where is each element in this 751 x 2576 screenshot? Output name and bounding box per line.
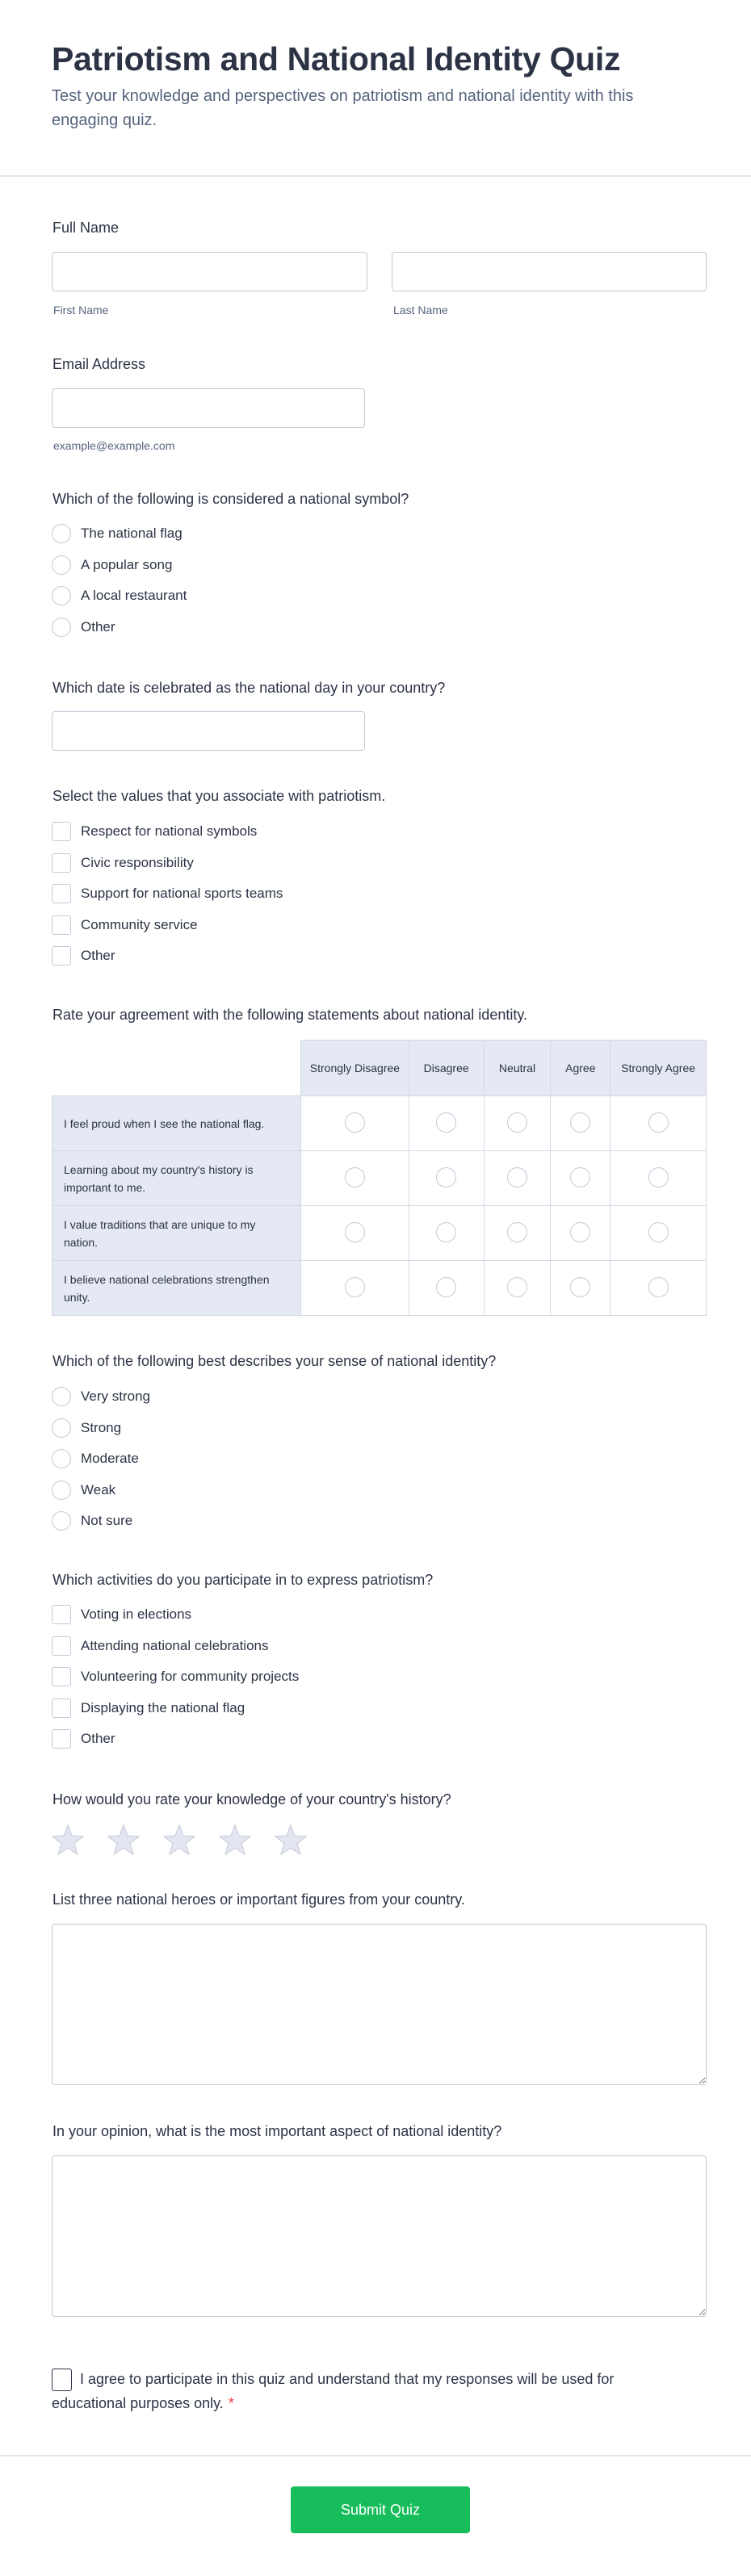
matrix-row xyxy=(52,1096,707,1151)
matrix-statement: I believe national celebrations strengthen unity. xyxy=(52,1261,301,1316)
q-symbol-label: Which of the following is considered a national symbol? xyxy=(52,491,409,507)
option-label: Attending national celebrations xyxy=(81,1637,269,1653)
matrix-radio[interactable] xyxy=(648,1277,669,1297)
checkbox-option[interactable] xyxy=(52,1605,191,1624)
national-day-input[interactable] xyxy=(52,711,365,751)
q-heroes-label: List three national heroes or important figures from your country. xyxy=(52,1891,465,1908)
matrix-cell xyxy=(551,1206,610,1261)
matrix-radio[interactable] xyxy=(507,1222,527,1242)
matrix-row xyxy=(52,1261,707,1316)
option-label: A local restaurant xyxy=(81,588,187,604)
option-label: Respect for national symbols xyxy=(81,823,258,839)
matrix-radio[interactable] xyxy=(345,1277,365,1297)
matrix-corner xyxy=(52,1041,301,1096)
matrix-cell xyxy=(551,1151,610,1206)
q-rating-label: How would you rate your knowledge of your country's history? xyxy=(52,1791,451,1807)
radio-button[interactable] xyxy=(52,1511,71,1531)
matrix-cell xyxy=(409,1096,484,1151)
star-icon[interactable] xyxy=(219,1823,251,1859)
radio-option[interactable] xyxy=(52,555,172,575)
first-name-input[interactable] xyxy=(52,252,367,291)
consent-checkbox[interactable] xyxy=(52,2369,72,2391)
matrix-cell xyxy=(301,1151,409,1206)
matrix-cell xyxy=(484,1096,551,1151)
matrix-column-header: Agree xyxy=(551,1041,610,1096)
matrix-radio[interactable] xyxy=(648,1222,669,1242)
matrix-cell xyxy=(610,1151,707,1206)
checkbox[interactable] xyxy=(52,1667,71,1686)
checkbox-option[interactable] xyxy=(52,1636,269,1656)
matrix-statement: I value traditions that are unique to my nation. xyxy=(52,1206,301,1261)
agreement-matrix xyxy=(52,1040,707,1316)
matrix-radio[interactable] xyxy=(436,1222,456,1242)
matrix-column-header: Disagree xyxy=(409,1041,484,1096)
matrix-radio[interactable] xyxy=(507,1277,527,1297)
matrix-radio[interactable] xyxy=(570,1222,590,1242)
matrix-radio[interactable] xyxy=(570,1277,590,1297)
radio-option[interactable] xyxy=(52,524,183,543)
option-label: Strong xyxy=(81,1419,122,1435)
star-icon[interactable] xyxy=(107,1823,140,1859)
matrix-cell xyxy=(610,1261,707,1316)
option-label: Displaying the national flag xyxy=(81,1699,245,1715)
consent-text: I agree to participate in this quiz and understand that my responses will be used for educational purposes only. xyxy=(52,2371,615,2412)
q-values-label: Select the values that you associate with patriotism. xyxy=(52,788,386,804)
matrix-column-header: Strongly Agree xyxy=(610,1041,707,1096)
matrix-cell xyxy=(301,1206,409,1261)
radio-button[interactable] xyxy=(52,1387,71,1406)
header-divider xyxy=(0,175,751,177)
matrix-radio[interactable] xyxy=(345,1167,365,1187)
matrix-cell xyxy=(484,1261,551,1316)
matrix-cell xyxy=(301,1096,409,1151)
matrix-column-header: Neutral xyxy=(484,1041,551,1096)
matrix-cell xyxy=(484,1206,551,1261)
matrix-radio[interactable] xyxy=(436,1112,456,1133)
matrix-cell xyxy=(484,1151,551,1206)
star-icon[interactable] xyxy=(163,1823,195,1859)
checkbox-option[interactable] xyxy=(52,1729,115,1749)
radio-option[interactable] xyxy=(52,1481,115,1500)
checkbox-option[interactable] xyxy=(52,884,283,903)
last-name-input[interactable] xyxy=(392,252,707,291)
matrix-cell xyxy=(551,1261,610,1316)
matrix-column-header: Strongly Disagree xyxy=(301,1041,409,1096)
radio-button[interactable] xyxy=(52,1449,71,1468)
matrix-cell xyxy=(409,1151,484,1206)
checkbox[interactable] xyxy=(52,1698,71,1718)
star-icon[interactable] xyxy=(275,1823,307,1859)
option-label: Not sure xyxy=(81,1513,133,1529)
checkbox-option[interactable] xyxy=(52,822,257,841)
star-icon[interactable] xyxy=(52,1823,84,1859)
option-label: Volunteering for community projects xyxy=(81,1669,300,1685)
last-name-sublabel: Last Name xyxy=(393,304,448,316)
matrix-radio[interactable] xyxy=(507,1167,527,1187)
radio-button[interactable] xyxy=(52,586,71,605)
matrix-radio[interactable] xyxy=(436,1277,456,1297)
radio-button[interactable] xyxy=(52,618,71,637)
matrix-row xyxy=(52,1151,707,1206)
matrix-radio[interactable] xyxy=(648,1167,669,1187)
matrix-radio[interactable] xyxy=(570,1112,590,1133)
matrix-radio[interactable] xyxy=(345,1112,365,1133)
q-activities-label: Which activities do you participate in to express patriotism? xyxy=(52,1572,434,1588)
radio-option[interactable] xyxy=(52,1418,121,1438)
matrix-cell xyxy=(409,1206,484,1261)
option-label: Support for national sports teams xyxy=(81,886,283,902)
option-label: Moderate xyxy=(81,1451,139,1467)
checkbox-option[interactable] xyxy=(52,1698,245,1718)
option-label: Civic responsibility xyxy=(81,854,194,870)
opinion-textarea[interactable] xyxy=(52,2155,707,2317)
radio-option[interactable] xyxy=(52,1387,150,1406)
radio-option[interactable] xyxy=(52,1449,139,1468)
first-name-sublabel: First Name xyxy=(53,304,109,316)
checkbox[interactable] xyxy=(52,1605,71,1624)
checkbox[interactable] xyxy=(52,822,71,841)
email-label: Email Address xyxy=(52,356,146,372)
page-title: Patriotism and National Identity Quiz xyxy=(52,40,621,77)
checkbox-option[interactable] xyxy=(52,915,198,935)
q-opinion-label: In your opinion, what is the most important aspect of national identity? xyxy=(52,2123,502,2139)
star-rating xyxy=(52,1823,307,1859)
checkbox[interactable] xyxy=(52,1729,71,1749)
q-identity-label: Which of the following best describes your sense of national identity? xyxy=(52,1353,497,1369)
option-label: Weak xyxy=(81,1481,116,1497)
option-label: Community service xyxy=(81,916,198,932)
radio-option[interactable] xyxy=(52,1511,132,1531)
full-name-label: Full Name xyxy=(52,220,120,236)
radio-button[interactable] xyxy=(52,1418,71,1438)
matrix-cell xyxy=(409,1261,484,1316)
heroes-textarea[interactable] xyxy=(52,1924,707,2085)
checkbox[interactable] xyxy=(52,1636,71,1656)
option-label: A popular song xyxy=(81,556,173,572)
radio-option[interactable] xyxy=(52,618,115,637)
checkbox[interactable] xyxy=(52,884,71,903)
option-label: Voting in elections xyxy=(81,1606,192,1622)
q-date-label: Which date is celebrated as the national day in your country? xyxy=(52,680,446,696)
matrix-row xyxy=(52,1206,707,1261)
option-label: The national flag xyxy=(81,526,183,541)
matrix-radio[interactable] xyxy=(436,1167,456,1187)
matrix-cell xyxy=(610,1096,707,1151)
matrix-label: Rate your agreement with the following statements about national identity. xyxy=(52,1007,528,1023)
option-label: Other xyxy=(81,618,115,635)
radio-button[interactable] xyxy=(52,555,71,575)
checkbox[interactable] xyxy=(52,946,71,965)
required-mark: * xyxy=(228,2395,234,2412)
matrix-radio[interactable] xyxy=(648,1112,669,1133)
page-subtitle: Test your knowledge and perspectives on patriotism and national identity with this engaging quiz. xyxy=(52,87,634,129)
email-sublabel: example@example.com xyxy=(53,439,175,452)
option-label: Very strong xyxy=(81,1389,150,1404)
checkbox-option[interactable] xyxy=(52,946,115,965)
radio-button[interactable] xyxy=(52,1481,71,1500)
checkbox[interactable] xyxy=(52,853,71,873)
email-input[interactable] xyxy=(52,388,365,428)
checkbox-option[interactable] xyxy=(52,853,194,873)
checkbox[interactable] xyxy=(52,915,71,935)
matrix-statement: Learning about my country's history is important to me. xyxy=(52,1151,301,1206)
radio-button[interactable] xyxy=(52,524,71,543)
consent-field xyxy=(52,2367,633,2415)
matrix-radio[interactable] xyxy=(507,1112,527,1133)
option-label: Other xyxy=(81,1731,115,1747)
matrix-cell xyxy=(301,1261,409,1316)
option-label: Other xyxy=(81,948,115,964)
matrix-radio[interactable] xyxy=(345,1222,365,1242)
matrix-radio[interactable] xyxy=(570,1167,590,1187)
radio-option[interactable] xyxy=(52,586,187,605)
submit-button[interactable]: Submit Quiz xyxy=(291,2486,470,2533)
matrix-statement: I feel proud when I see the national flag. xyxy=(52,1096,301,1151)
checkbox-option[interactable] xyxy=(52,1667,299,1686)
matrix-cell xyxy=(610,1206,707,1261)
footer-divider xyxy=(0,2455,751,2457)
matrix-cell xyxy=(551,1096,610,1151)
